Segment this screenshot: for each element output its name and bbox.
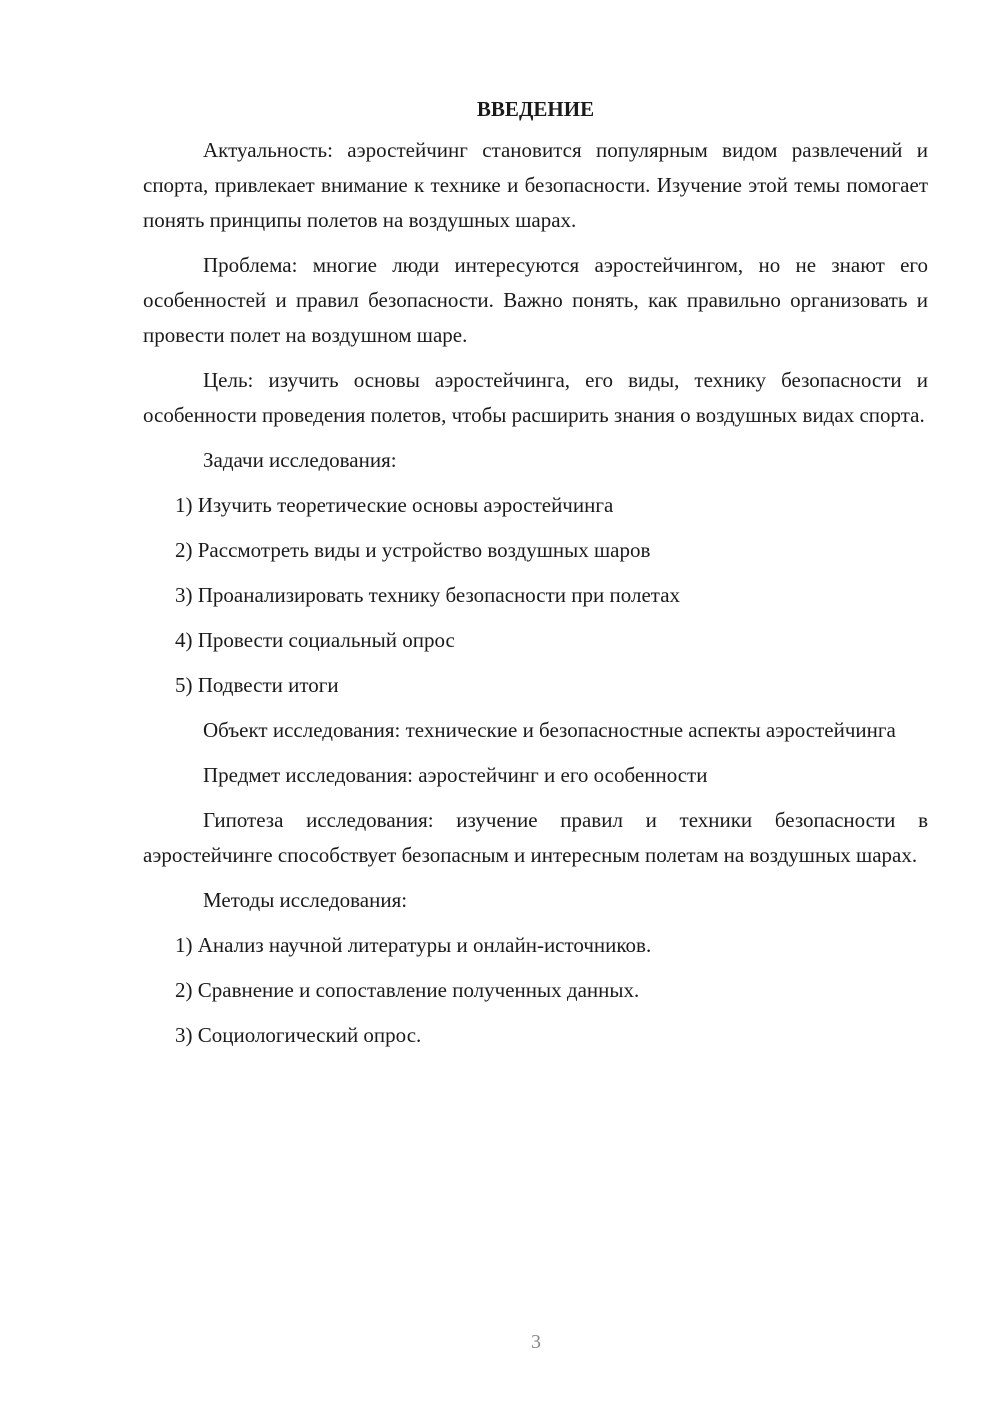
method-item: 3) Социологический опрос. (175, 1023, 422, 1047)
method-item: 2) Сравнение и сопоставление полученных данных. (175, 978, 640, 1002)
task-item: 3) Проанализировать технику безопасности при полетах (175, 583, 681, 607)
methods-heading: Методы исследования: (203, 888, 408, 912)
tasks-list (143, 488, 928, 703)
tasks-heading: Задачи исследования: (203, 448, 397, 472)
page-number: 3 (531, 1331, 541, 1353)
methods-list (143, 928, 928, 1053)
subject-paragraph: Предмет исследования: аэростейчинг и его особенности (203, 763, 708, 787)
hypothesis-paragraph: Гипотеза исследования: изучение правил и техники безопасности в аэростейчинге способствует безопасным и интересным полетам на воздушных шарах. (143, 808, 928, 867)
document-page (143, 92, 928, 1063)
goal-paragraph: Цель: изучить основы аэростейчинга, его виды, технику безопасности и особенности проведения полетов, чтобы расширить знания о воздушных видах спорта. (143, 368, 928, 427)
task-item: 1) Изучить теоретические основы аэростейчинга (175, 493, 614, 517)
object-paragraph: Объект исследования: технические и безопасностные аспекты аэростейчинга (203, 718, 896, 742)
task-item: 5) Подвести итоги (175, 673, 339, 697)
task-item: 2) Рассмотреть виды и устройство воздушных шаров (175, 538, 651, 562)
section-title: ВВЕДЕНИЕ (476, 97, 595, 121)
problem-paragraph: Проблема: многие люди интересуются аэростейчингом, но не знают его особенностей и правил безопасности. Важно понять, как правильно организовать и провести полет на воздушном шаре. (143, 253, 928, 347)
method-item: 1) Анализ научной литературы и онлайн-источников. (175, 933, 652, 957)
task-item: 4) Провести социальный опрос (175, 628, 455, 652)
relevance-paragraph: Актуальность: аэростейчинг становится популярным видом развлечений и спорта, привлекает внимание к технике и безопасности. Изучение этой темы помогает понять принципы полетов на воздушных шарах. (143, 138, 928, 232)
